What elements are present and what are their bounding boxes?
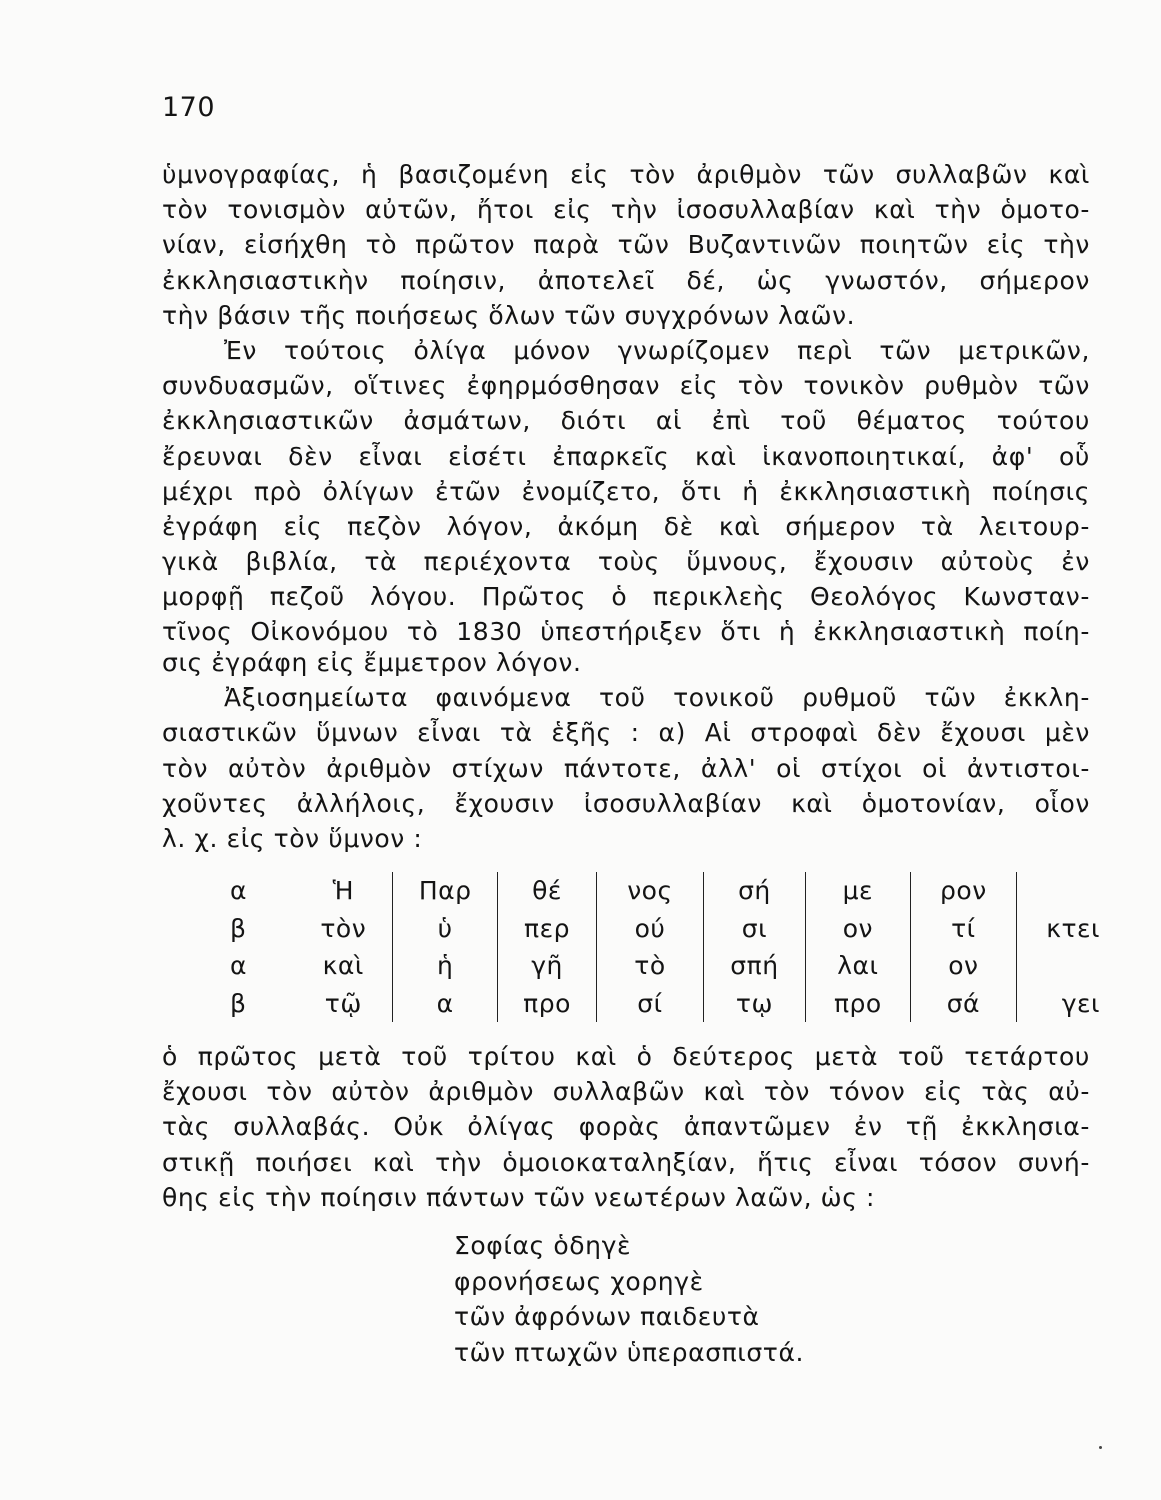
syllable-cell	[1017, 872, 1100, 910]
text-line: ἐκκλησιαστικῶν ἀσμάτων, διότι αἱ ἐπὶ τοῦ θέματος τούτου	[162, 406, 1090, 436]
syllable-cell: σπή	[703, 947, 805, 985]
syllable-cell: σι	[703, 910, 805, 948]
verse-line: τῶν ἀφρόνων παιδευτὰ	[454, 1302, 760, 1331]
syllable-cell: τῷ	[294, 985, 393, 1023]
syllable-cell: Παρ	[393, 872, 497, 910]
text-line: ἐγράφη εἰς πεζὸν λόγον, ἀκόμη δὲ καὶ σήμερον τὰ λειτουρ-	[162, 511, 1090, 541]
text-line: λ. χ. εἰς τὸν ὕμνον :	[162, 823, 423, 853]
paragraph-3	[162, 1039, 1090, 1215]
syllable-cell: λαι	[806, 947, 910, 985]
verse-line: Σοφίας ὁδηγὲ	[454, 1231, 632, 1260]
syllable-cell: καὶ	[294, 947, 393, 985]
text-line: σις ἐγράφη εἰς ἔμμετρον λόγον.	[162, 648, 582, 677]
row-label: β	[230, 988, 247, 1018]
row-label: α	[230, 876, 247, 906]
text-line: ἐκκλησιαστικὴν ποίησιν, ἀποτελεῖ δέ, ὡς γνωστόν, σήμερον	[162, 265, 1090, 295]
table-row	[230, 985, 1100, 1023]
text-line: συνδυασμῶν, οἵτινες ἐφηρμόσθησαν εἰς τὸν τονικὸν ρυθμὸν τῶν	[162, 371, 1090, 401]
text-line: στικῇ ποιήσει καὶ τὴν ὁμοιοκαταληξίαν, ἥτις εἶναι τόσον συνή-	[162, 1147, 1090, 1177]
text-line: τὰς συλλαβάς. Οὐκ ὀλίγας φορὰς ἀπαντῶμεν ἐν τῇ ἐκκλησια-	[162, 1112, 1090, 1142]
syllable-cell: ού	[597, 910, 704, 948]
syllable-cell: τὸν	[294, 910, 393, 948]
page-number: 170	[162, 92, 216, 123]
text-line: τὸν αὐτὸν ἀριθμὸν στίχων πάντοτε, ἀλλ' οἱ στίχοι οἱ ἀντιστοι-	[162, 753, 1090, 783]
text-line: μορφῇ πεζοῦ λόγου. Πρῶτος ὁ περικλεὴς Θεολόγος Κωνσταν-	[162, 582, 1090, 612]
syllable-cell: κτει	[1046, 913, 1100, 943]
syllable-cell: σά	[910, 985, 1017, 1023]
syllable-cell: ὑ	[393, 910, 497, 948]
text-line: ἔχουσι τὸν αὐτὸν ἀριθμὸν συλλαβῶν καὶ τὸν τόνον εἰς τὰς αὐ-	[162, 1077, 1090, 1107]
row-label: β	[230, 913, 247, 943]
text-line: τὴν βάσιν τῆς ποιήσεως ὅλων τῶν συγχρόνων λαῶν.	[162, 300, 856, 330]
table-row	[230, 947, 1100, 985]
syllable-cell: νος	[597, 872, 704, 910]
syllable-cell: σή	[703, 872, 805, 910]
text-line: χοῦντες ἀλλήλοις, ἔχουσιν ἰσοσυλλαβίαν καὶ ὁμοτονίαν, οἷον	[162, 788, 1090, 818]
text-line: ἔρευναι δὲν εἶναι εἰσέτι ἐπαρκεῖς καὶ ἱκανοποιητικαί, ἀφ' οὗ	[162, 441, 1090, 471]
text-line: τῖνος Οἰκονόμου τὸ 1830 ὑπεστήριξεν ὅτι ἡ ἐκκλησιαστικὴ ποίη-	[162, 617, 1090, 647]
syllable-cell: προ	[806, 985, 910, 1023]
syllable-cell: τὸ	[597, 947, 704, 985]
syllable-cell: σί	[597, 985, 704, 1023]
text-line: μέχρι πρὸ ὀλίγων ἐτῶν ἐνομίζετο, ὅτι ἡ ἐκκλησιαστικὴ ποίησις	[162, 476, 1090, 506]
syllable-cell: ἡ	[393, 947, 497, 985]
syllable-cell: με	[806, 872, 910, 910]
syllable-cell	[1017, 947, 1100, 985]
verse-line: φρονήσεως χορηγὲ	[454, 1266, 704, 1296]
text-line: σιαστικῶν ὕμνων εἶναι τὰ ἑξῆς : α) Αἱ στροφαὶ δὲν ἔχουσι μὲν	[162, 718, 1090, 748]
text-line: νίαν, εἰσήχθη τὸ πρῶτον παρὰ τῶν Βυζαντινῶν ποιητῶν εἰς τὴν	[162, 230, 1090, 260]
text-line: θης εἰς τὴν ποίησιν πάντων τῶν νεωτέρων λαῶν, ὡς :	[162, 1182, 876, 1212]
table-row	[230, 910, 1100, 948]
text-line: ὁ πρῶτος μετὰ τοῦ τρίτου καὶ ὁ δεύτερος μετὰ τοῦ τετάρτου	[162, 1042, 1090, 1071]
verse-line: τῶν πτωχῶν ὑπερασπιστά.	[454, 1337, 805, 1367]
text-line: Ἀξιοσημείωτα φαινόμενα τοῦ τονικοῦ ρυθμοῦ τῶν ἐκκλη-	[224, 683, 1090, 713]
text-line: ὑμνογραφίας, ἡ βασιζομένη εἰς τὸν ἀριθμὸν τῶν συλλαβῶν καὶ	[162, 160, 1090, 189]
syllable-cell: τῳ	[703, 985, 805, 1023]
verse-quotation	[454, 1228, 804, 1370]
syllable-cell: γῆ	[497, 947, 596, 985]
syllable-cell: περ	[497, 910, 596, 948]
row-label: α	[230, 951, 247, 981]
syllable-cell: προ	[497, 985, 596, 1023]
syllable-cell: τί	[910, 910, 1017, 948]
paragraph-1	[162, 157, 1090, 650]
paragraph-2	[162, 645, 1090, 856]
syllable-cell: γει	[1061, 988, 1100, 1018]
meter-table	[230, 872, 1100, 1022]
syllable-cell: ον	[910, 947, 1017, 985]
syllable-cell: ον	[806, 910, 910, 948]
syllable-cell: α	[393, 985, 497, 1023]
text-line: γικὰ βιβλία, τὰ περιέχοντα τοὺς ὕμνους, ἔχουσιν αὐτοὺς ἐν	[162, 547, 1090, 577]
table-row	[230, 872, 1100, 910]
syllable-cell: θέ	[497, 872, 596, 910]
syllable-cell: ρον	[910, 872, 1017, 910]
text-line: τὸν τονισμὸν αὐτῶν, ἤτοι εἰς τὴν ἰσοσυλλαβίαν καὶ τὴν ὁμοτο-	[162, 195, 1090, 225]
scan-speck	[1099, 1446, 1102, 1449]
text-line: Ἐν τούτοις ὀλίγα μόνον γνωρίζομεν περὶ τῶν μετρικῶν,	[224, 335, 1090, 365]
syllable-cell: Ἡ	[294, 872, 393, 910]
